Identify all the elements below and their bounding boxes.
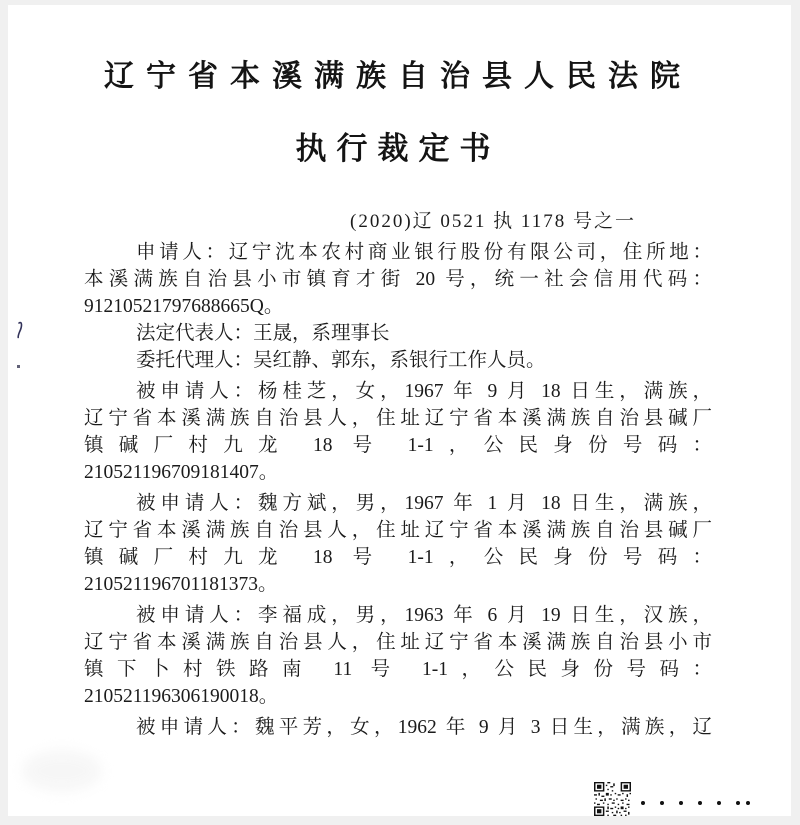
dot-icon xyxy=(660,801,664,805)
text-line: 被申请人：魏方斌，男，1967 年 1 月 18 日生，满族， xyxy=(136,493,712,514)
text-line: 辽宁省本溪满族自治县人，住址辽宁省本溪满族自治县碱厂 xyxy=(84,408,712,429)
dot-icon xyxy=(698,801,702,805)
text-line: 被申请人：杨桂芝，女，1967 年 9 月 18 日生，满族， xyxy=(136,381,712,402)
text-line: 委托代理人：吴红静、郭东，系银行工作人员。 xyxy=(136,350,546,371)
text-line: 210521196701181373。 xyxy=(84,574,278,595)
scan-smudge xyxy=(22,750,102,792)
text-line: 辽宁省本溪满族自治县人，住址辽宁省本溪满族自治县碱厂 xyxy=(84,520,712,541)
text-line: 被申请人：李福成，男，1963 年 6 月 19 日生，汉族， xyxy=(136,605,712,626)
document-content xyxy=(84,5,712,741)
text-line: 210521196709181407。 xyxy=(84,462,279,483)
text-line: 本溪满族自治县小市镇育才街 20 号，统一社会信用代码： xyxy=(84,269,712,290)
ellipsis-dots xyxy=(641,798,750,808)
text-line: 法定代表人：王晟，系理事长 xyxy=(136,323,390,344)
dot-icon xyxy=(717,801,721,805)
pen-mark-icon xyxy=(11,320,25,376)
paragraph-respondent-1 xyxy=(84,378,712,486)
case-number: (2020)辽 0521 执 1178 号之一 xyxy=(350,211,636,232)
text-line: 镇碱厂村九龙 18 号 1-1，公民身份号码： xyxy=(84,435,712,456)
paragraph-agent xyxy=(84,347,712,374)
qr-code-icon xyxy=(594,782,631,816)
paragraph-applicant xyxy=(84,239,712,320)
paragraph-respondent-2 xyxy=(84,490,712,598)
dot-icon xyxy=(746,801,750,805)
dot-icon xyxy=(736,801,740,805)
text-line: 210521196306190018。 xyxy=(84,686,279,707)
document-page xyxy=(8,5,791,816)
court-name: 辽宁省本溪满族自治县人民法院 xyxy=(104,60,692,93)
dot-icon xyxy=(641,801,645,805)
text-line: 辽宁省本溪满族自治县人，住址辽宁省本溪满族自治县小市 xyxy=(84,632,712,653)
dot-icon xyxy=(679,801,683,805)
document-body xyxy=(84,239,712,741)
paragraph-respondent-4 xyxy=(84,714,712,741)
paragraph-legal-representative xyxy=(84,320,712,347)
document-title: 执行裁定书 xyxy=(295,131,501,166)
text-line: 91210521797688665Q。 xyxy=(84,296,284,317)
text-line: 申请人：辽宁沈本农村商业银行股份有限公司，住所地： xyxy=(136,242,712,263)
text-line: 被申请人：魏平芳，女，1962 年 9 月 3 日生，满族，辽 xyxy=(136,717,712,738)
text-line: 镇下卜村铁路南 11 号 1-1，公民身份号码： xyxy=(84,659,712,680)
paragraph-respondent-3 xyxy=(84,602,712,710)
text-line: 镇碱厂村九龙 18 号 1-1，公民身份号码： xyxy=(84,547,712,568)
